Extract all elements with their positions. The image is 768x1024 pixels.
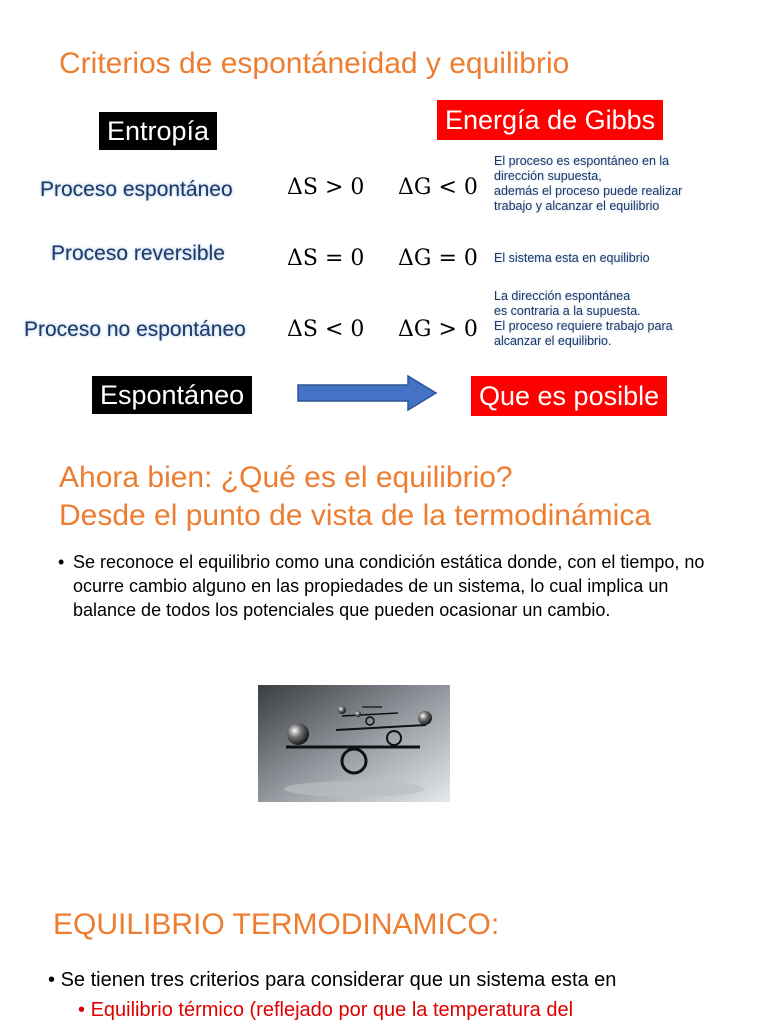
espontaneo-label: Espontáneo [92, 376, 252, 414]
delta-g-expr: ΔG = 0 [398, 246, 478, 271]
bullet-text: Se tienen tres criterios para considerar que un sistema esta en [60, 969, 617, 991]
right-arrow-icon [296, 374, 438, 412]
gibbs-label: Energía de Gibbs [437, 100, 663, 140]
note-line: dirección supuesta, [494, 169, 602, 183]
note-line: El proceso es espontáneo en la [494, 154, 670, 168]
slide3-bullet [48, 968, 616, 992]
row-note [494, 289, 673, 349]
balance-image [258, 685, 450, 802]
slide3-title: EQUILIBRIO TERMODINAMICO: [53, 908, 500, 941]
slide2-bullet [58, 550, 708, 622]
row-label: Proceso reversible [51, 242, 225, 265]
delta-s-expr: ΔS = 0 [287, 246, 365, 271]
delta-s-expr: ΔS < 0 [287, 317, 365, 342]
note-line: trabajo y alcanzar el equilibrio [494, 199, 660, 213]
bullet-dot: • [48, 969, 56, 991]
slide2-title-line1: Ahora bien: ¿Qué es el equilibrio? [59, 461, 513, 494]
row-label: Proceso espontáneo [40, 178, 233, 201]
posible-label: Que es posible [471, 376, 667, 416]
entropy-label: Entropía [99, 112, 217, 150]
note-line: El sistema esta en equilibrio [494, 251, 650, 265]
bullet-text: Equilibrio térmico (reflejado por que la temperatura del [90, 999, 574, 1021]
note-line: además el proceso puede realizar [494, 184, 683, 198]
row-label: Proceso no espontáneo [24, 318, 246, 341]
note-line: es contraria a la supuesta. [494, 304, 641, 318]
row-note [494, 251, 650, 266]
slide3-sub-bullet [78, 998, 573, 1022]
delta-g-expr: ΔG < 0 [398, 175, 478, 200]
delta-g-expr: ΔG > 0 [398, 317, 478, 342]
delta-s-expr: ΔS > 0 [287, 175, 365, 200]
note-line: El proceso requiere trabajo para [494, 319, 673, 333]
bullet-dot: • [78, 999, 86, 1021]
slide2-title-line2: Desde el punto de vista de la termodinámica [59, 499, 652, 532]
row-note [494, 154, 682, 214]
note-line: alcanzar el equilibrio. [494, 334, 612, 348]
note-line: La dirección espontánea [494, 289, 631, 303]
slide1-title: Criterios de espontáneidad y equilibrio [59, 47, 570, 80]
bullet-text: Se reconoce el equilibrio como una condición estática donde, con el tiempo, no ocurre cambio alguno en las propiedades de un sistema, lo cual implica un balance de todos los potenciales que pueden ocasionar un cambio. [73, 552, 705, 620]
bullet-dot: • [58, 552, 65, 572]
